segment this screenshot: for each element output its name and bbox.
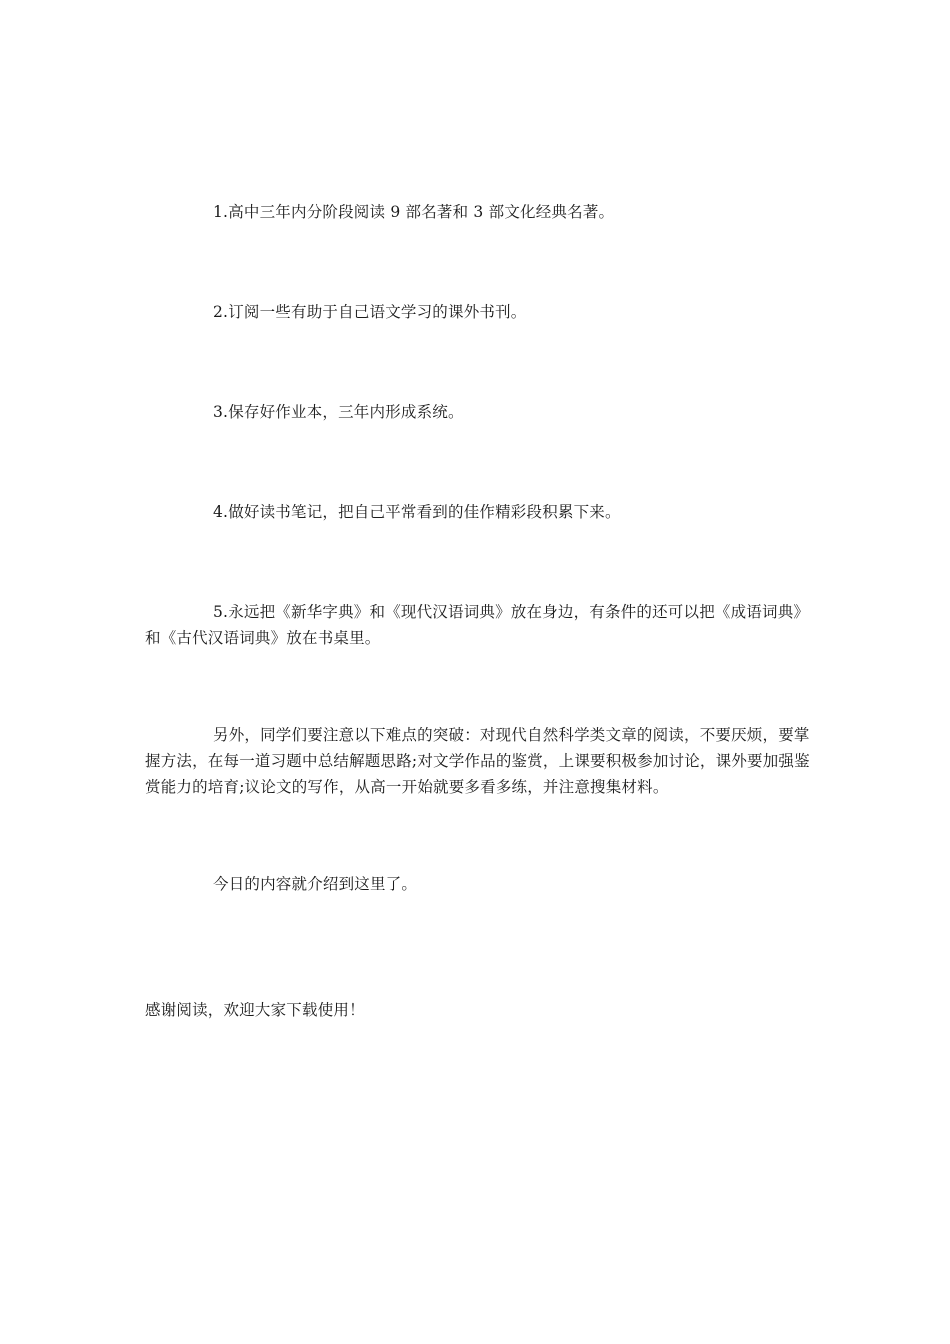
paragraph-thanks: 感谢阅读，欢迎大家下载使用！: [145, 1001, 365, 1019]
paragraph-closing: 今日的内容就介绍到这里了。: [213, 875, 418, 893]
list-item-reading-notes: 4.做好读书笔记，把自己平常看到的佳作精彩段积累下来。: [213, 503, 621, 521]
list-item-dictionaries: 5.永远把《新华字典》和《现代汉语词典》放在身边，有条件的还可以把《成语词典》和《古代汉语词典》放在书桌里。: [145, 603, 810, 647]
list-item-reading-classics: 1.高中三年内分阶段阅读 9 部名著和 3 部文化经典名著。: [213, 203, 615, 221]
paragraph-difficulties: 另外，同学们要注意以下难点的突破：对现代自然科学类文章的阅读，不要厌烦，要掌握方法，在每一道习题中总结解题思路;对文学作品的鉴赏，上课要积极参加讨论，课外要加强鉴赏能力的培育;议论文的写作，从高一开始就要多看多练，并注意搜集材料。: [145, 726, 810, 796]
list-item-keep-homework: 3.保存好作业本，三年内形成系统。: [213, 403, 464, 421]
list-item-subscribe-periodicals: 2.订阅一些有助于自己语文学习的课外书刊。: [213, 303, 527, 321]
